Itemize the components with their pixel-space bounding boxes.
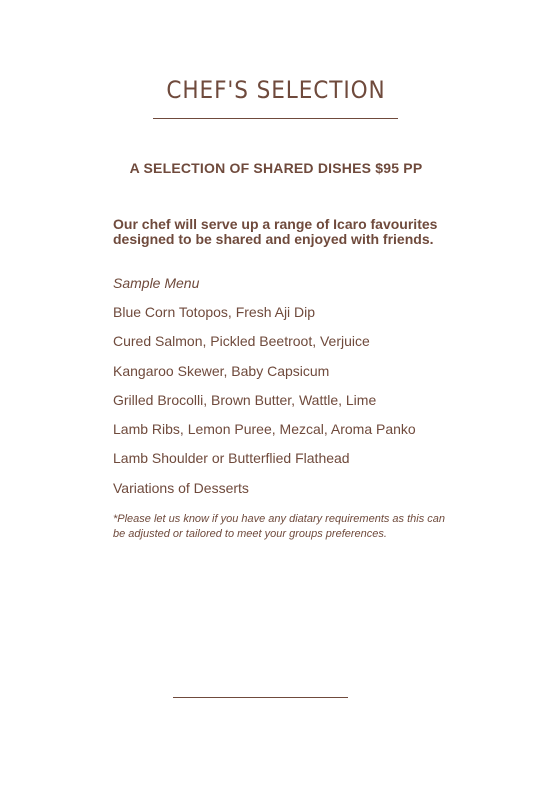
dietary-note: *Please let us know if you have any diatary requirements as this can be adjusted or tailored to meet your groups preferences. <box>113 513 446 540</box>
page-title: CHEF'S SELECTION <box>166 76 386 104</box>
menu-item-list <box>113 303 416 508</box>
footer-divider <box>173 697 348 698</box>
menu-intro: Our chef will serve up a range of Icaro favourites designed to be shared and enjoyed with friends. <box>113 216 438 247</box>
title-divider <box>153 118 398 119</box>
menu-subtitle: A SELECTION OF SHARED DISHES $95 PP <box>129 160 423 176</box>
menu-item: Kangaroo Skewer, Baby Capsicum <box>113 362 330 379</box>
sample-menu-label: Sample Menu <box>113 275 200 291</box>
menu-item: Lamb Ribs, Lemon Puree, Mezcal, Aroma Panko <box>113 421 416 438</box>
menu-item: Variations of Desserts <box>113 479 249 496</box>
menu-item: Grilled Brocolli, Brown Butter, Wattle, Lime <box>113 391 377 408</box>
menu-item: Cured Salmon, Pickled Beetroot, Verjuice <box>113 333 370 350</box>
menu-item: Lamb Shoulder or Butterflied Flathead <box>113 450 350 467</box>
menu-item: Blue Corn Totopos, Fresh Aji Dip <box>113 304 316 320</box>
